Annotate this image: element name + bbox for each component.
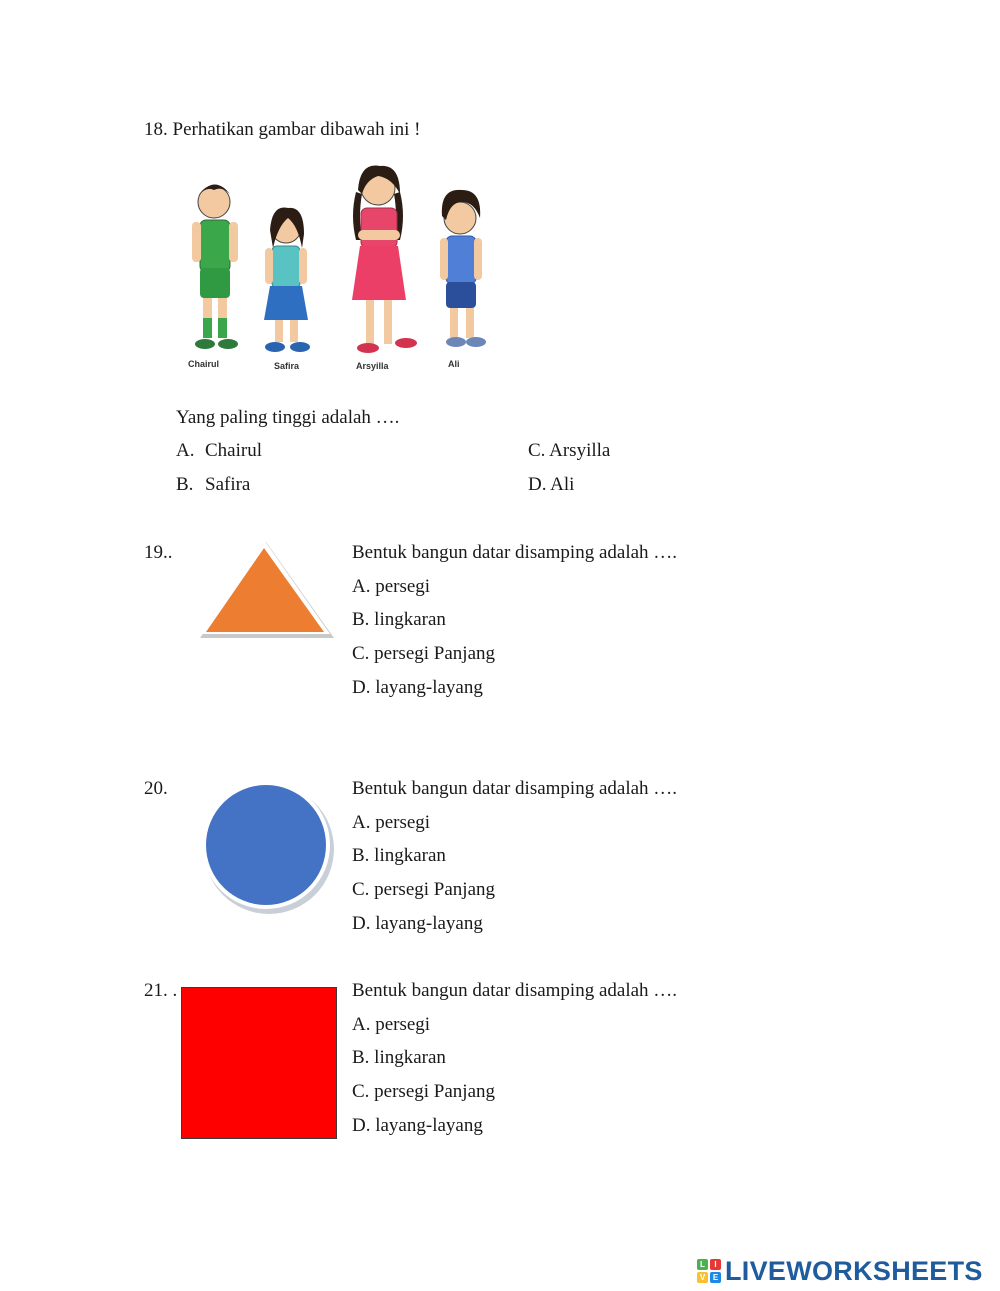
triangle-fill [206, 548, 324, 632]
q18-option-a-letter: A. [176, 440, 195, 461]
q20-option-a: A. persegi [352, 812, 431, 833]
logo-block-e: E [710, 1272, 721, 1283]
q19-option-a: A. persegi [352, 576, 431, 597]
red-square-shape [181, 987, 337, 1139]
name-label-chairul: Chairul [188, 359, 220, 369]
logo-block-i: I [710, 1259, 721, 1270]
safira-figure [264, 207, 310, 352]
blue-circle-shape [198, 776, 338, 918]
question-21-number: 21. . [144, 980, 178, 1001]
logo-block-v: V [697, 1272, 708, 1283]
q20-option-d: D. layang-layang [352, 913, 483, 934]
q21-option-b: B. lingkaran [352, 1047, 446, 1068]
circle-fill [206, 785, 326, 905]
name-label-safira: Safira [274, 361, 300, 371]
question-21-text: Bentuk bangun datar disamping adalah …. [352, 980, 678, 1001]
orange-triangle-shape [196, 536, 340, 642]
question-20-text: Bentuk bangun datar disamping adalah …. [352, 778, 678, 799]
name-label-arsyilla: Arsyilla [356, 361, 389, 371]
q19-option-d: D. layang-layang [352, 677, 483, 698]
q18-option-a-text: Chairul [205, 440, 262, 461]
children-figures [178, 160, 498, 380]
q21-option-c: C. persegi Panjang [352, 1081, 496, 1102]
q19-option-b: B. lingkaran [352, 609, 446, 630]
chairul-figure [192, 184, 238, 349]
q21-option-d: D. layang-layang [352, 1115, 483, 1136]
arsyilla-figure [352, 166, 417, 354]
q21-option-a: A. persegi [352, 1014, 431, 1035]
question-20-number: 20. [144, 778, 168, 799]
logo-blocks-icon [697, 1259, 721, 1283]
question-19-number: 19.. [144, 542, 173, 563]
question-18-prompt: 18. Perhatikan gambar dibawah ini ! [144, 119, 421, 140]
children-illustration [178, 160, 498, 380]
q20-option-c: C. persegi Panjang [352, 879, 496, 900]
q19-option-c: C. persegi Panjang [352, 643, 496, 664]
question-18-text: Yang paling tinggi adalah …. [176, 407, 400, 428]
question-19-text: Bentuk bangun datar disamping adalah …. [352, 542, 678, 563]
q18-option-c: C. Arsyilla [528, 440, 611, 461]
ali-figure [440, 190, 486, 347]
liveworksheets-logo [697, 1256, 983, 1286]
q18-option-b-text: Safira [205, 474, 251, 495]
q18-option-d: D. Ali [528, 474, 575, 495]
name-label-ali: Ali [448, 359, 460, 369]
q18-option-b-letter: B. [176, 474, 194, 495]
logo-block-l: L [697, 1259, 708, 1270]
logo-text: LIVEWORKSHEETS [725, 1255, 983, 1286]
q20-option-b: B. lingkaran [352, 845, 446, 866]
